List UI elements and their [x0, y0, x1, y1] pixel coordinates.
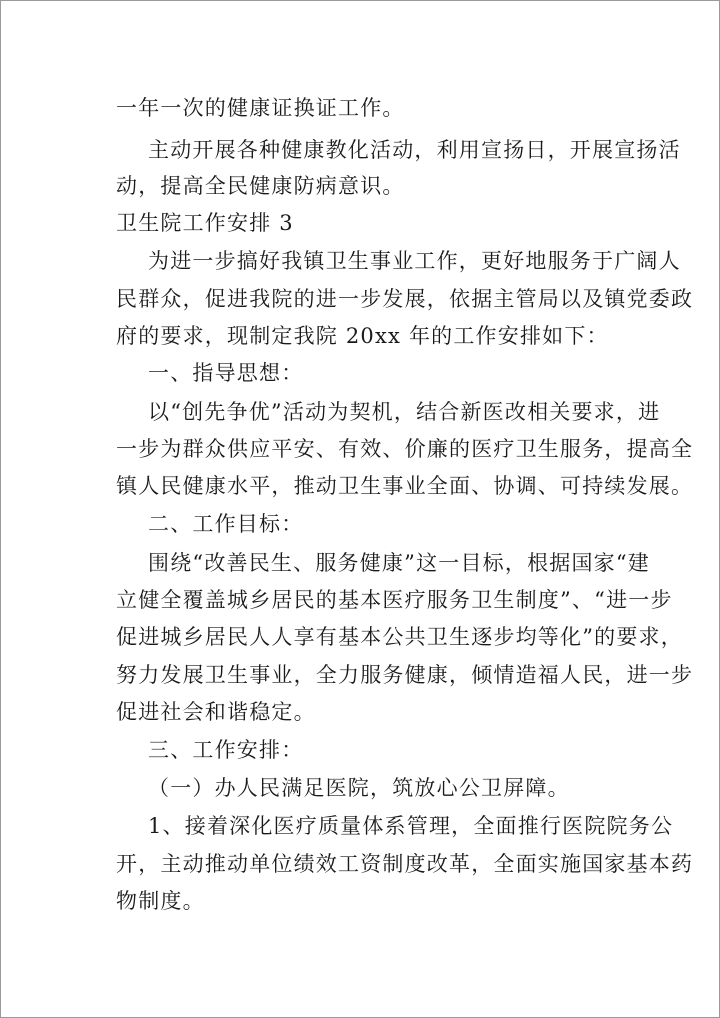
- text-line: 努力发展卫生事业，全力服务健康，倾情造福人民，进一步: [116, 663, 694, 687]
- text-line: 立健全覆盖城乡居民的基本医疗服务卫生制度”、“进一步: [116, 588, 673, 612]
- text-line: 民群众，促进我院的进一步发展，依据主管局以及镇党委政: [116, 287, 694, 311]
- text-line: 促进社会和谐稳定。: [116, 700, 316, 724]
- text-line: 围绕“改善民生、服务健康”这一目标，根据国家“建: [148, 551, 651, 575]
- text-line: 镇人民健康水平，推动卫生事业全面、协调、可持续发展。: [116, 474, 694, 498]
- text-line: 一年一次的健康证换证工作。: [116, 96, 405, 120]
- text-line: 一步为群众供应平安、有效、价廉的医疗卫生服务，提高全: [116, 437, 694, 461]
- section-heading: 卫生院工作安排 3: [116, 211, 294, 235]
- text-line: 府的要求，现制定我院 20xx 年的工作安排如下：: [116, 324, 609, 348]
- text-line: 物制度。: [116, 889, 205, 913]
- text-line: 促进城乡居民人人享有基本公共卫生逐步均等化”的要求，: [116, 625, 683, 649]
- subheading: 一、指导思想：: [148, 361, 304, 385]
- text-line: 1、接着深化医疗质量体系管理，全面推行医院院务公: [148, 814, 674, 838]
- subheading: 二、工作目标：: [148, 512, 304, 536]
- text-line: 为进一步搞好我镇卫生事业工作，更好地服务于广阔人: [148, 249, 681, 273]
- text-line: 以“创先争优”活动为契机，结合新医改相关要求，进: [148, 400, 661, 424]
- text-line: （一）办人民满足医院，筑放心公卫屏障。: [148, 776, 570, 800]
- text-line: 动，提高全民健康防病意识。: [116, 174, 405, 198]
- text-line: 开，主动推动单位绩效工资制度改革，全面实施国家基本药: [116, 852, 694, 876]
- subheading: 三、工作安排：: [148, 738, 304, 762]
- text-line: 主动开展各种健康教化活动，利用宣扬日，开展宣扬活: [148, 138, 681, 162]
